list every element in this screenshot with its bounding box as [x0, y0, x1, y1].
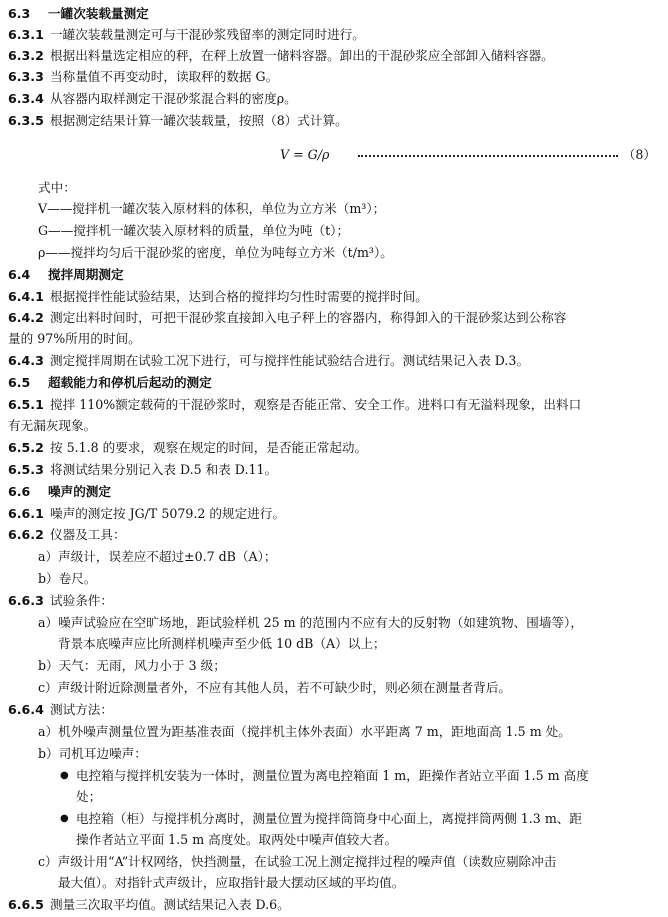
clause-6-4-1: 6.4.1 根据搅拌性能试验结果，达到合格的搅拌均匀性时需要的搅拌时间。	[8, 289, 428, 304]
clause-6-6-4: 6.6.4 测试方法：	[8, 702, 113, 717]
clause-6-3-5: 6.3.5 根据测定结果计算一罐次装载量，按照（8）式计算。	[8, 113, 348, 128]
clause-6-5-3: 6.5.3 将测试结果分别记入表 D.5 和表 D.11。	[8, 462, 278, 477]
where-rho: ρ——搅拌均匀后干混砂浆的密度，单位为吨每立方米（t/m³）。	[38, 245, 393, 260]
clause-6-4-2-cont: 量的 97%所用的时间。	[8, 331, 141, 346]
item-6-6-3-b: b）天气：无雨，风力小于 3 级；	[38, 658, 226, 673]
formula-number: （8）	[622, 147, 656, 162]
formula-expression: V = G/ρ	[280, 147, 330, 162]
section-6-5-heading: 6.5 超载能力和停机后起动的测定	[8, 375, 212, 390]
clause-6-6-1: 6.6.1 噪声的测定按 JG/T 5079.2 的规定进行。	[8, 506, 285, 521]
item-6-6-4-b-2: 电控箱（柜）与搅拌机分离时，测量位置为搅拌筒筒身中心面上，离搅拌筒两侧 1.3 m、距	[76, 811, 582, 826]
item-6-6-4-b-1-cont: 处；	[76, 789, 102, 804]
item-6-6-4-c-cont: 最大值）。对指针式声级计，应取指针最大摆动区域的平均值。	[58, 875, 405, 890]
item-6-6-4-b-1: 电控箱与搅拌机安装为一体时，测量位置为离电控箱面 1 m，距操作者站立平面 1.5 m 高度	[76, 768, 589, 783]
section-6-4-heading: 6.4 搅拌周期测定	[8, 267, 124, 282]
clause-6-5-2: 6.5.2 按 5.1.8 的要求，观察在规定的时间，是否能正常起动。	[8, 440, 368, 455]
clause-6-3-2: 6.3.2 根据出料量选定相应的秤，在秤上放置一储料容器。卸出的干混砂浆应全部卸入储料容器。	[8, 48, 554, 63]
bullet-icon: ●	[60, 770, 69, 781]
item-6-6-4-b: b）司机耳边噪声：	[38, 746, 147, 761]
clause-6-6-2: 6.6.2 仪器及工具：	[8, 527, 126, 542]
clause-6-4-3: 6.4.3 测定搅拌周期在试验工况下进行，可与搅拌性能试验结合进行。测试结果记入表 D.3。	[8, 353, 530, 368]
clause-6-6-5: 6.6.5 测量三次取平均值。测试结果记入表 D.6。	[8, 897, 290, 912]
clause-6-5-1-cont: 有无漏灰现象。	[8, 418, 97, 433]
item-6-6-4-b-2-cont: 操作者站立平面 1.5 m 高度处。取两处中噪声值较大者。	[76, 832, 398, 847]
clause-6-6-3: 6.6.3 试验条件：	[8, 593, 113, 608]
formula-leader-dots	[358, 155, 618, 157]
section-6-6-heading: 6.6 噪声的测定	[8, 484, 111, 499]
where-v: V——搅拌机一罐次装入原材料的体积，单位为立方米（m³）；	[38, 201, 386, 216]
item-6-6-2-b: b）卷尺。	[38, 571, 97, 586]
item-6-6-3-a: a）噪声试验应在空旷场地，距试验样机 25 m 的范围内不应有大的反射物（如建筑物、围墙等），	[38, 615, 583, 630]
clause-6-3-4: 6.3.4 从容器内取样测定干混砂浆混合料的密度ρ。	[8, 91, 297, 106]
clause-6-4-2: 6.4.2 测定出料时间时，可把干混砂浆直接卸入电子秤上的容器内，称得卸入的干混砂浆达到公称容	[8, 310, 567, 325]
clause-6-3-1: 6.3.1 一罐次装载量测定可与干混砂浆残留率的测定同时进行。	[8, 27, 365, 42]
bullet-icon: ●	[60, 813, 69, 824]
where-label: 式中：	[38, 180, 76, 195]
where-g: G——搅拌机一罐次装入原材料的质量，单位为吨（t）；	[38, 223, 350, 238]
item-6-6-4-a: a）机外噪声测量位置为距基准表面（搅拌机主体外表面）水平距离 7 m，距地面高 1.5 m 处。	[38, 724, 571, 739]
item-6-6-2-a: a）声级计，误差应不超过±0.7 dB（A）；	[38, 549, 277, 564]
clause-6-3-3: 6.3.3 当称量值不再变动时，读取秤的数据 G。	[8, 69, 279, 84]
formula-8	[280, 147, 656, 163]
item-6-6-4-c: c）声级计用“A”计权网络，快挡测量，在试验工况上测定搅拌过程的噪声值（读数应剔除冲击	[38, 854, 557, 869]
section-6-3-heading: 6.3 一罐次装载量测定	[8, 6, 149, 21]
item-6-6-3-c: c）声级计附近除测量者外，不应有其他人员，若不可缺少时，则必须在测量者背后。	[38, 680, 512, 695]
clause-6-5-1: 6.5.1 搅拌 110%额定载荷的干混砂浆时，观察是否能正常、安全工作。进料口有无溢料现象，出料口	[8, 397, 582, 412]
item-6-6-3-a-cont: 背景本底噪声应比所测样机噪声至少低 10 dB（A）以上；	[58, 636, 386, 651]
